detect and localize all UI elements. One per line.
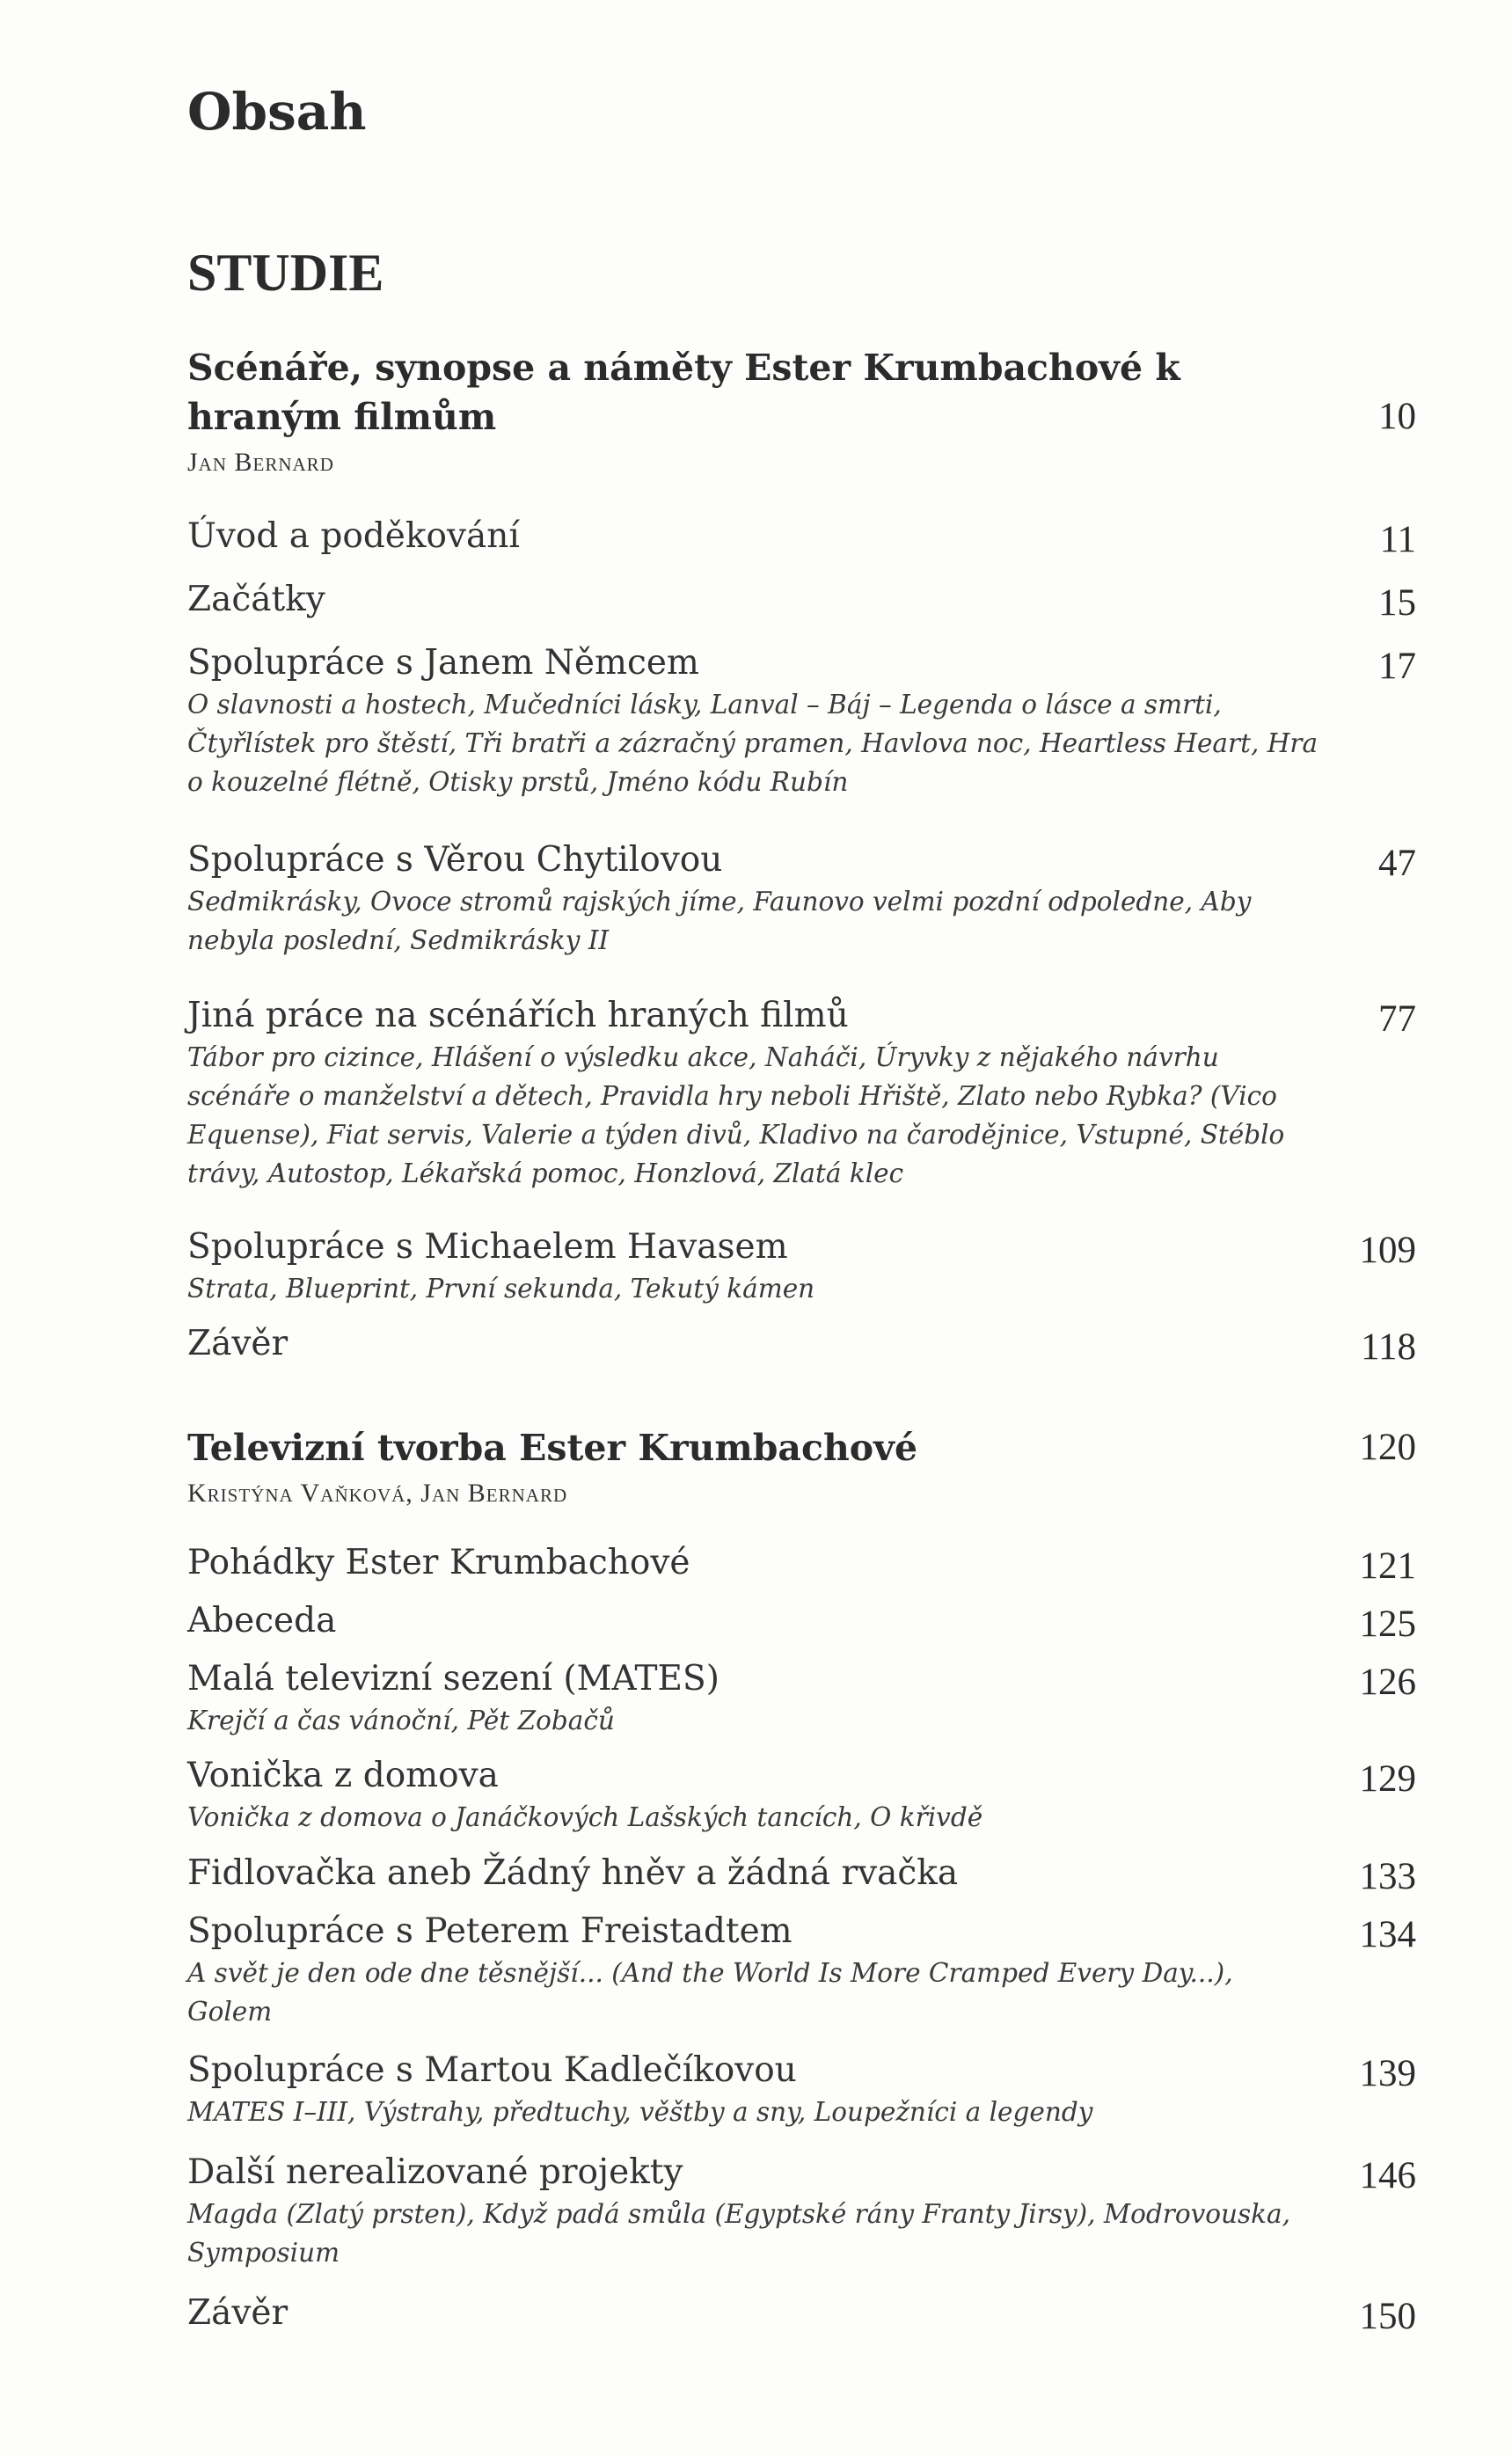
toc-entry [187, 1599, 1416, 1643]
toc-entry [187, 1225, 1416, 1308]
part-page-number: 120 [1359, 1427, 1416, 1468]
toc-entry [187, 1754, 1416, 1837]
entry-title: Úvod a poděkování [187, 516, 520, 556]
entry-title: Spolupráce s Michaelem Havasem [187, 1227, 788, 1267]
entry-page-number: 109 [1359, 1230, 1416, 1271]
toc-entry [187, 1852, 1416, 1896]
toc-entry [187, 838, 1416, 960]
part-1 [187, 343, 1416, 480]
entry-page-number: 129 [1359, 1758, 1416, 1800]
entry-subtitles: MATES I–III, Výstrahy, předtuchy, věštby a sny, Loupežníci a legendy [187, 2097, 1093, 2127]
entry-subtitles: O slavnosti a hostech, Mučedníci lásky, Lanval – Báj – Legenda o lásce a smrti, Čtyřlístek pro štěstí, Tři bratři a zázračný pramen, Havlova noc, Heartless Heart, Hra o kouzelné flétně, Otisky prstů, Jméno kódu Rubín [187, 690, 1318, 797]
part-title: Scénáře, synopse a náměty Ester Krumbachové k hraným filmům [187, 347, 1180, 438]
entry-title: Závěr [187, 2293, 289, 2333]
toc-entry [187, 641, 1416, 801]
entry-title: Další nerealizované projekty [187, 2152, 683, 2192]
entry-page-number: 118 [1361, 1326, 1416, 1368]
entry-page-number: 11 [1379, 519, 1416, 560]
toc-entry [187, 1910, 1416, 2031]
entry-subtitles: Magda (Zlatý prsten), Když padá smůla (Egyptské rány Franty Jirsy), Modrovouska, Symposium [187, 2199, 1291, 2268]
toc-entry [187, 2151, 1416, 2272]
entry-title: Spolupráce s Martou Kadlečíkovou [187, 2050, 797, 2090]
toc-entry [187, 2049, 1416, 2131]
entry-page-number: 15 [1378, 582, 1416, 624]
entry-title: Spolupráce s Janem Němcem [187, 643, 699, 683]
entry-page-number: 150 [1359, 2296, 1416, 2337]
toc-entry [187, 1657, 1416, 1740]
toc-entry [187, 1541, 1416, 1585]
entry-title: Začátky [187, 580, 325, 619]
entry-page-number: 125 [1359, 1604, 1416, 1645]
entry-subtitles: Strata, Blueprint, První sekunda, Tekutý kámen [187, 1274, 815, 1304]
entry-title: Vonička z domova [187, 1756, 499, 1795]
entry-title: Závěr [187, 1324, 289, 1363]
entry-page-number: 126 [1359, 1662, 1416, 1703]
part-page-number: 10 [1378, 396, 1416, 437]
part-author: Jan Bernard [187, 448, 334, 477]
toc-entry [187, 994, 1416, 1193]
toc-entry [187, 1322, 1416, 1366]
entry-subtitles: Krejčí a čas vánoční, Pět Zobačů [187, 1706, 615, 1735]
toc-entry [187, 578, 1416, 622]
entry-subtitles: A svět je den ode dne těsnější... (And the World Is More Cramped Every Day...), Golem [187, 1958, 1233, 2027]
entry-subtitles: Sedmikrásky, Ovoce stromů rajských jíme, Faunovo velmi pozdní odpoledne, Aby nebyla poslední, Sedmikrásky II [187, 887, 1252, 955]
entry-title: Jiná práce na scénářích hraných filmů [187, 996, 849, 1035]
entry-page-number: 121 [1359, 1545, 1416, 1587]
section-title: STUDIE [187, 244, 384, 302]
page-title: Obsah [187, 82, 367, 142]
entry-title: Abeceda [187, 1601, 337, 1640]
entry-subtitles: Tábor pro cizince, Hlášení o výsledku akce, Naháči, Úryvky z nějakého návrhu scénáře o manželství a dětech, Pravidla hry neboli Hřiště, Zlato nebo Rybka? (Vico Equense), Fiat servis, Valerie a týden divů, Kladivo na čarodějnice, Vstupné, Stéblo trávy, Autostop, Lékařská pomoc, Honzlová, Zlatá klec [187, 1042, 1285, 1188]
part-title: Televizní tvorba Ester Krumbachové [187, 1427, 918, 1469]
toc-entry [187, 2291, 1416, 2335]
entry-title: Pohádky Ester Krumbachové [187, 1543, 690, 1582]
entry-title: Fidlovačka aneb Žádný hněv a žádná rvačka [187, 1853, 959, 1893]
entry-title: Spolupráce s Věrou Chytilovou [187, 840, 723, 880]
entry-page-number: 134 [1359, 1914, 1416, 1955]
entry-subtitles: Vonička z domova o Janáčkových Lašských tancích, O křivdě [187, 1802, 983, 1832]
entry-page-number: 146 [1359, 2155, 1416, 2196]
entry-title: Spolupráce s Peterem Freistadtem [187, 1911, 793, 1951]
toc-entry [187, 515, 1416, 559]
entry-page-number: 133 [1359, 1856, 1416, 1897]
entry-title: Malá televizní sezení (MATES) [187, 1659, 719, 1699]
entry-page-number: 139 [1359, 2053, 1416, 2094]
entry-page-number: 17 [1378, 646, 1416, 687]
entry-page-number: 47 [1378, 843, 1416, 884]
part-2 [187, 1423, 1416, 1511]
entry-page-number: 77 [1378, 998, 1416, 1040]
part-author: Kristýna Vaňková, Jan Bernard [187, 1479, 568, 1508]
